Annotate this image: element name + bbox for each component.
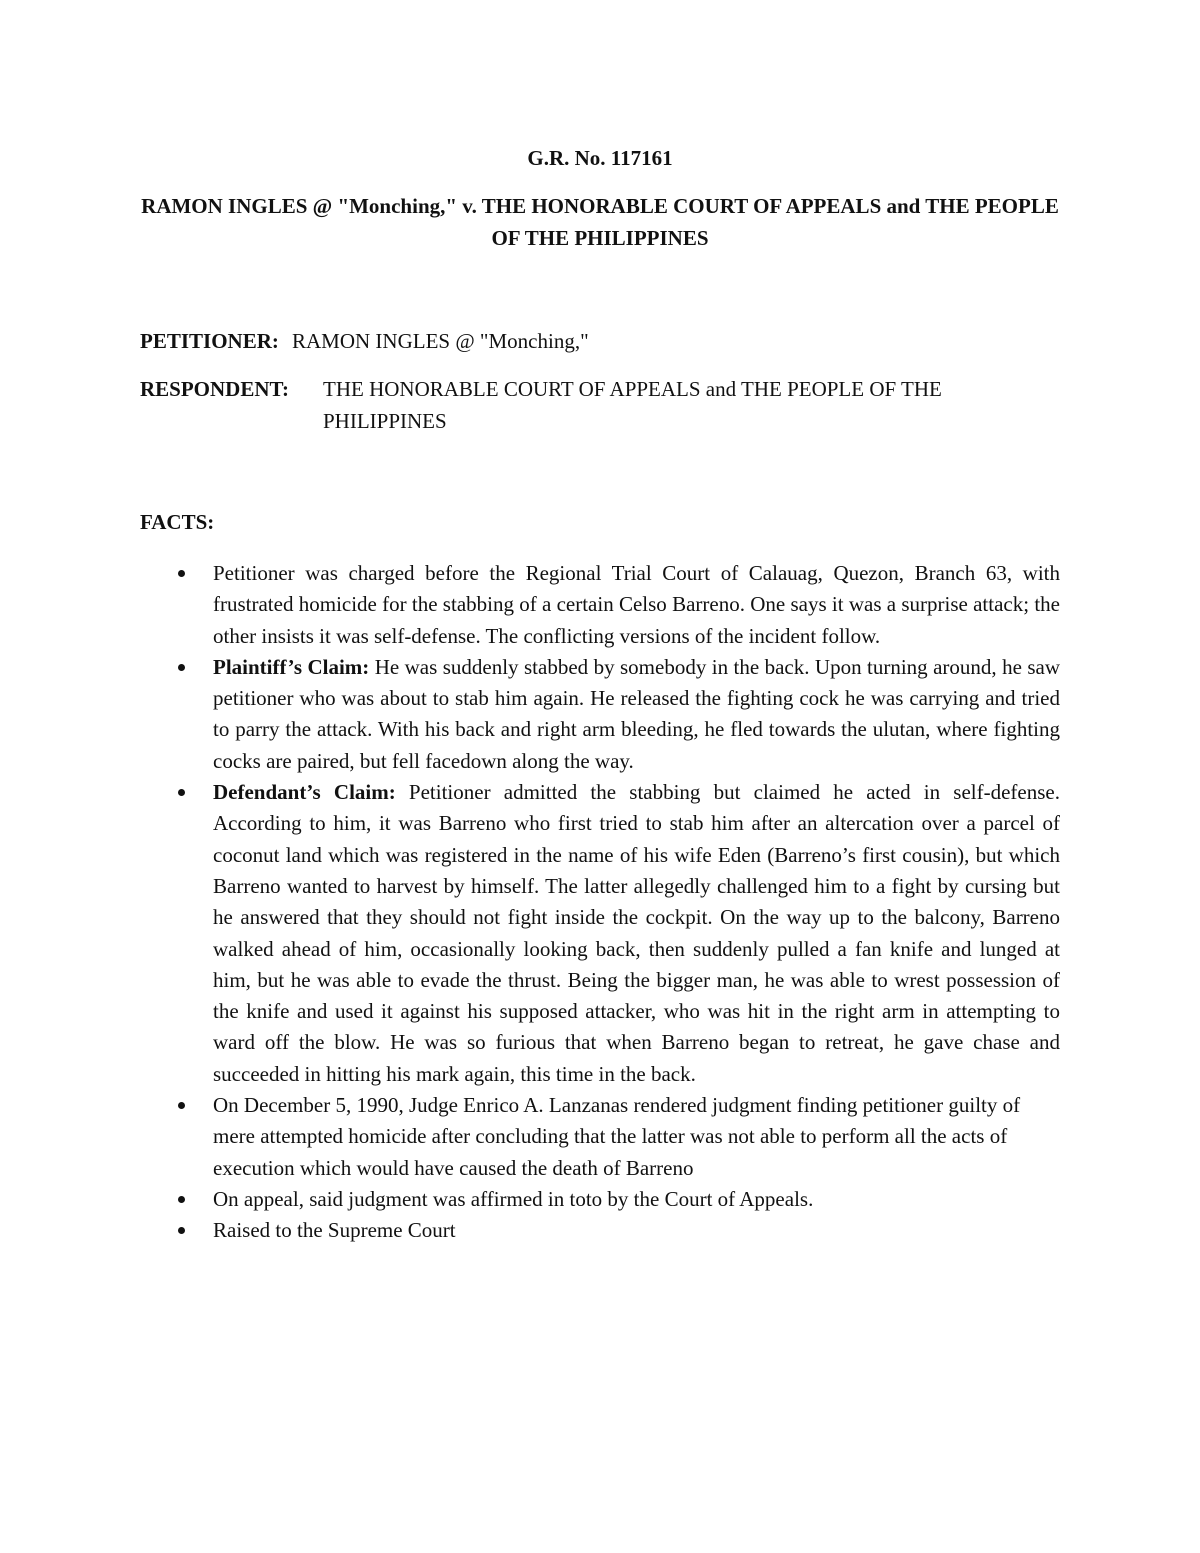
fact-item (140, 1184, 1060, 1215)
fact-item (140, 1090, 1060, 1184)
bullet-icon (178, 789, 185, 796)
facts-list (140, 558, 1060, 1247)
bullet-icon (178, 1102, 185, 1109)
fact-text: He was suddenly stabbed by somebody in the back. Upon turning around, he saw petitioner who was about to stab him again. He released the fighting cock he was carrying and tried to parry the attack. With his back and right arm bleeding, he fled towards the ulutan, where fighting cocks are paired, but fell facedown along the way. (213, 654, 1061, 773)
fact-text: Petitioner was charged before the Regional Trial Court of Calauag, Quezon, Branch 63, with frustrated homicide for the stabbing of a certain Celso Barreno. One says it was a surprise attack; the other insists it was self-defense. The conflicting versions of the incident follow. (213, 561, 1060, 648)
fact-text: On appeal, said judgment was affirmed in toto by the Court of Appeals. (213, 1186, 814, 1211)
fact-text: Petitioner admitted the stabbing but claimed he acted in self-defense. According to him, it was Barreno who first tried to stab him after an altercation over a parcel of coconut land which was registered in the name of his wife Eden (Barreno’s first cousin), but which Barreno wanted to harvest by himself. The latter allegedly challenged him to a fight by cursing but he answered that they should not fight inside the cockpit. On the way up to the balcony, Barreno walked ahead of him, occasionally looking back, then suddenly pulled a fan knife and lunged at him, but he was able to evade the thrust. Being the bigger man, he was able to wrest possession of the knife and used it against his supposed attacker, who was hit in the right arm in attempting to ward off the blow. He was so furious that when Barreno began to retreat, he gave chase and succeeded in hitting his mark again, this time in the back. (213, 780, 1060, 1086)
case-title: RAMON INGLES @ "Monching," v. THE HONORABLE COURT OF APPEALS and THE PEOPLE OF THE PHILIPPINES (141, 194, 1059, 250)
petitioner-label: PETITIONER: (140, 329, 279, 353)
bullet-icon (178, 1196, 185, 1203)
fact-text: Raised to the Supreme Court (213, 1218, 456, 1243)
bullet-icon (178, 570, 185, 577)
bullet-icon (178, 1227, 185, 1234)
respondent-value: THE HONORABLE COURT OF APPEALS and THE PEOPLE OF THE PHILIPPINES (323, 377, 942, 433)
facts-heading: FACTS: (140, 510, 215, 534)
fact-text: On December 5, 1990, Judge Enrico A. Lanzanas rendered judgment finding petitioner guilty of mere attempted homicide after concluding that the latter was not able to perform all the acts of execution which would have caused the death of Barreno (213, 1093, 1021, 1180)
case-number: G.R. No. 117161 (527, 146, 673, 170)
plaintiff-claim-label: Plaintiff’s Claim: (213, 654, 370, 679)
fact-item (140, 558, 1060, 652)
respondent-label: RESPONDENT: (140, 377, 289, 401)
bullet-icon (178, 664, 185, 671)
fact-item (140, 1215, 1060, 1246)
petitioner-value: RAMON INGLES @ "Monching," (292, 329, 589, 353)
fact-item (140, 777, 1060, 1090)
defendant-claim-label: Defendant’s Claim: (213, 780, 396, 805)
fact-item (140, 652, 1060, 777)
